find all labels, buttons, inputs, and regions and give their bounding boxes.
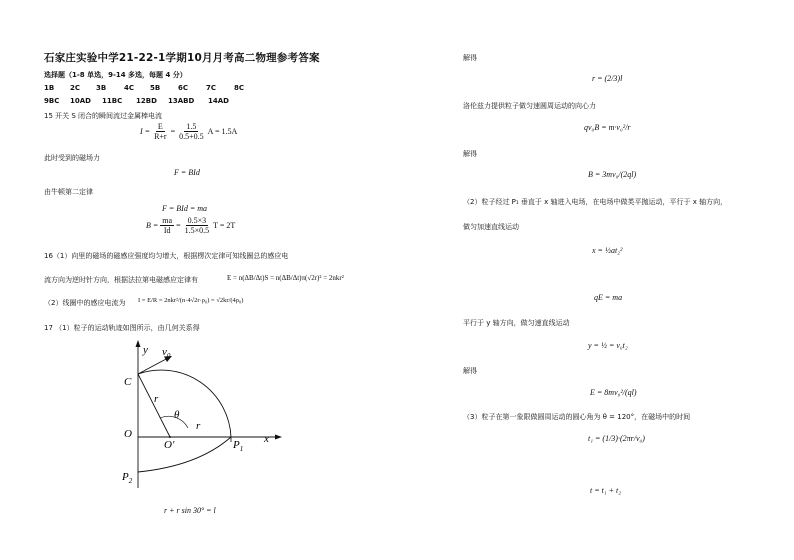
q15-b-equation xyxy=(146,216,235,235)
trajectory-diagram xyxy=(118,338,286,488)
center-point xyxy=(169,436,171,438)
geometry-equation xyxy=(164,506,216,515)
mc-answer: 14AD xyxy=(208,97,229,105)
eq-text: y = ½ = v₀t₂ xyxy=(588,341,628,350)
q15-intro: 15 开关 S 闭合的瞬间流过金属棒电流 xyxy=(44,112,163,120)
eq-lhs: I = xyxy=(140,127,151,136)
parallel-y-text: 平行于 y 轴方向，做匀速直线运动 xyxy=(463,319,570,327)
x-axis-arrow xyxy=(275,435,282,440)
eq-text: E = 8mv₀²/(ql) xyxy=(590,388,637,397)
x-displacement-equation xyxy=(592,246,622,255)
c-label: C xyxy=(124,376,132,388)
mc-answer: 5B xyxy=(150,84,161,92)
eq-text: F = BId = ma xyxy=(162,204,208,213)
page-title: 石家庄实验中学21-22-1学期10月月考高二物理参考答案 xyxy=(44,52,320,64)
frac-num: 1.5 xyxy=(186,122,197,131)
eq-text: qE = ma xyxy=(594,293,623,302)
x-label: x xyxy=(264,433,269,445)
q16-line1: 16（1）向里的磁场的磁感应强度均匀增大，根据楞次定律可知线圈总的感应电 xyxy=(44,252,289,260)
p1-label: $P_1$ xyxy=(233,439,244,453)
origin-label: O xyxy=(124,428,132,440)
lorentz-equation xyxy=(584,123,630,132)
frac-den: Id xyxy=(163,226,171,235)
eq-text: qv₀B = m·v₀²/r xyxy=(584,123,631,132)
mc-answer: 2C xyxy=(70,84,81,92)
lorentz-text: 洛伦兹力提供粒子做匀速圆周运动的向心力 xyxy=(463,102,596,110)
part2-text: （2）粒子经过 P₁ 垂直于 x 轴进入电场，在电场中做类平抛运动，平行于 x 轴方向， xyxy=(463,198,728,206)
eq-text: r + r sin 30° = l xyxy=(164,506,216,515)
mc-answer: 13ABD xyxy=(168,97,195,105)
mc-answer: 7C xyxy=(206,84,217,92)
q16-emf-equation xyxy=(227,274,344,282)
v0-label: $v_0$ xyxy=(162,346,171,360)
eq-sign: = xyxy=(170,127,176,136)
radius-line-c xyxy=(138,374,170,437)
r-label-2: r xyxy=(196,420,201,432)
y-displacement-equation xyxy=(588,341,628,350)
eq-text: F = BId xyxy=(174,168,200,177)
eq-text: x = ½at₂² xyxy=(592,246,623,255)
q16-part2: （2）线圈中的感应电流为 xyxy=(44,299,126,307)
theta-label: θ xyxy=(174,409,180,421)
eq-rhs: T = 2T xyxy=(213,221,236,230)
q15-force-equation xyxy=(174,168,200,177)
circular-arc xyxy=(138,370,231,437)
solve-label-3: 解得 xyxy=(463,367,477,375)
accel-text: 做匀加速直线运动 xyxy=(463,223,519,231)
eq-lhs: B = xyxy=(146,221,159,230)
frac-num: E xyxy=(157,122,163,131)
mc-answer: 3B xyxy=(96,84,107,92)
mc-answer: 11BC xyxy=(102,97,123,105)
eq-text: B = 3mv₀/(2ql) xyxy=(588,170,637,179)
r-label-1: r xyxy=(154,393,159,405)
mc-answers-row2 xyxy=(44,97,238,105)
q15-current-equation xyxy=(140,122,237,141)
mc-answer: 12BD xyxy=(136,97,157,105)
frac-den: 0.5+0.5 xyxy=(179,132,204,141)
time-t1-equation xyxy=(588,434,645,443)
q15-newton-text: 由牛顿第二定律 xyxy=(44,188,93,196)
electric-force-equation xyxy=(594,293,622,302)
mc-answer: 8C xyxy=(234,84,245,92)
mc-answer: 4C xyxy=(124,84,135,92)
radius-equation xyxy=(592,74,622,83)
eq-sign: = xyxy=(176,221,181,230)
eq-text: I = E/R = 2nkr²/(n·4√2r·ρ₀) = √2kr/(4ρ₀) xyxy=(138,297,244,304)
solve-label-2: 解得 xyxy=(463,150,477,158)
frac-den: 1.5×0.5 xyxy=(184,226,210,235)
frac-num: 0.5×3 xyxy=(187,216,207,225)
parabolic-path xyxy=(138,437,231,472)
q16-line2: 流方向为逆时针方向，根据法拉第电磁感应定律有 xyxy=(44,276,198,284)
frac-den: R+r xyxy=(154,132,167,141)
q17-intro: 17 （1）粒子的运动轨迹如图所示，由几何关系得 xyxy=(44,324,200,332)
oprime-label: O′ xyxy=(164,439,175,451)
q16-current-equation xyxy=(138,297,243,304)
solve-label-1: 解得 xyxy=(463,54,477,62)
mc-answers-row1 xyxy=(44,84,260,92)
total-time-equation xyxy=(590,486,621,495)
mc-answer: 10AD xyxy=(70,97,91,105)
eq-rhs: A = 1.5A xyxy=(207,127,238,136)
frac-num: ma xyxy=(162,216,173,225)
q15-newton-equation xyxy=(162,204,207,213)
mc-answer: 1B xyxy=(44,84,55,92)
eq-text: t = t₁ + t₂ xyxy=(590,486,622,495)
y-axis-arrow xyxy=(136,340,141,347)
mc-answer: 6C xyxy=(178,84,189,92)
eq-text: E = n(ΔB/Δt)S = n(ΔB/Δt)π(√2r)² = 2nkr² xyxy=(227,274,344,282)
eq-text: r = (2/3)l xyxy=(592,74,623,83)
p2-label: $P_2$ xyxy=(122,471,133,485)
y-label: y xyxy=(143,344,148,356)
e-field-equation xyxy=(590,388,637,397)
velocity-line xyxy=(138,358,168,374)
b-field-equation xyxy=(588,170,636,179)
mc-header: 选择题（1-8 单选，9-14 多选，每题 4 分） xyxy=(44,71,187,79)
eq-text: t₁ = (1/3)·(2πr/v₀) xyxy=(588,434,645,443)
part3-text: （3）粒子在第一象限做圆周运动的圆心角为 θ = 120°，在磁场中的时间 xyxy=(463,413,691,421)
mc-answer: 9BC xyxy=(44,97,60,105)
q15-force-text: 此时受到的磁场力 xyxy=(44,154,100,162)
